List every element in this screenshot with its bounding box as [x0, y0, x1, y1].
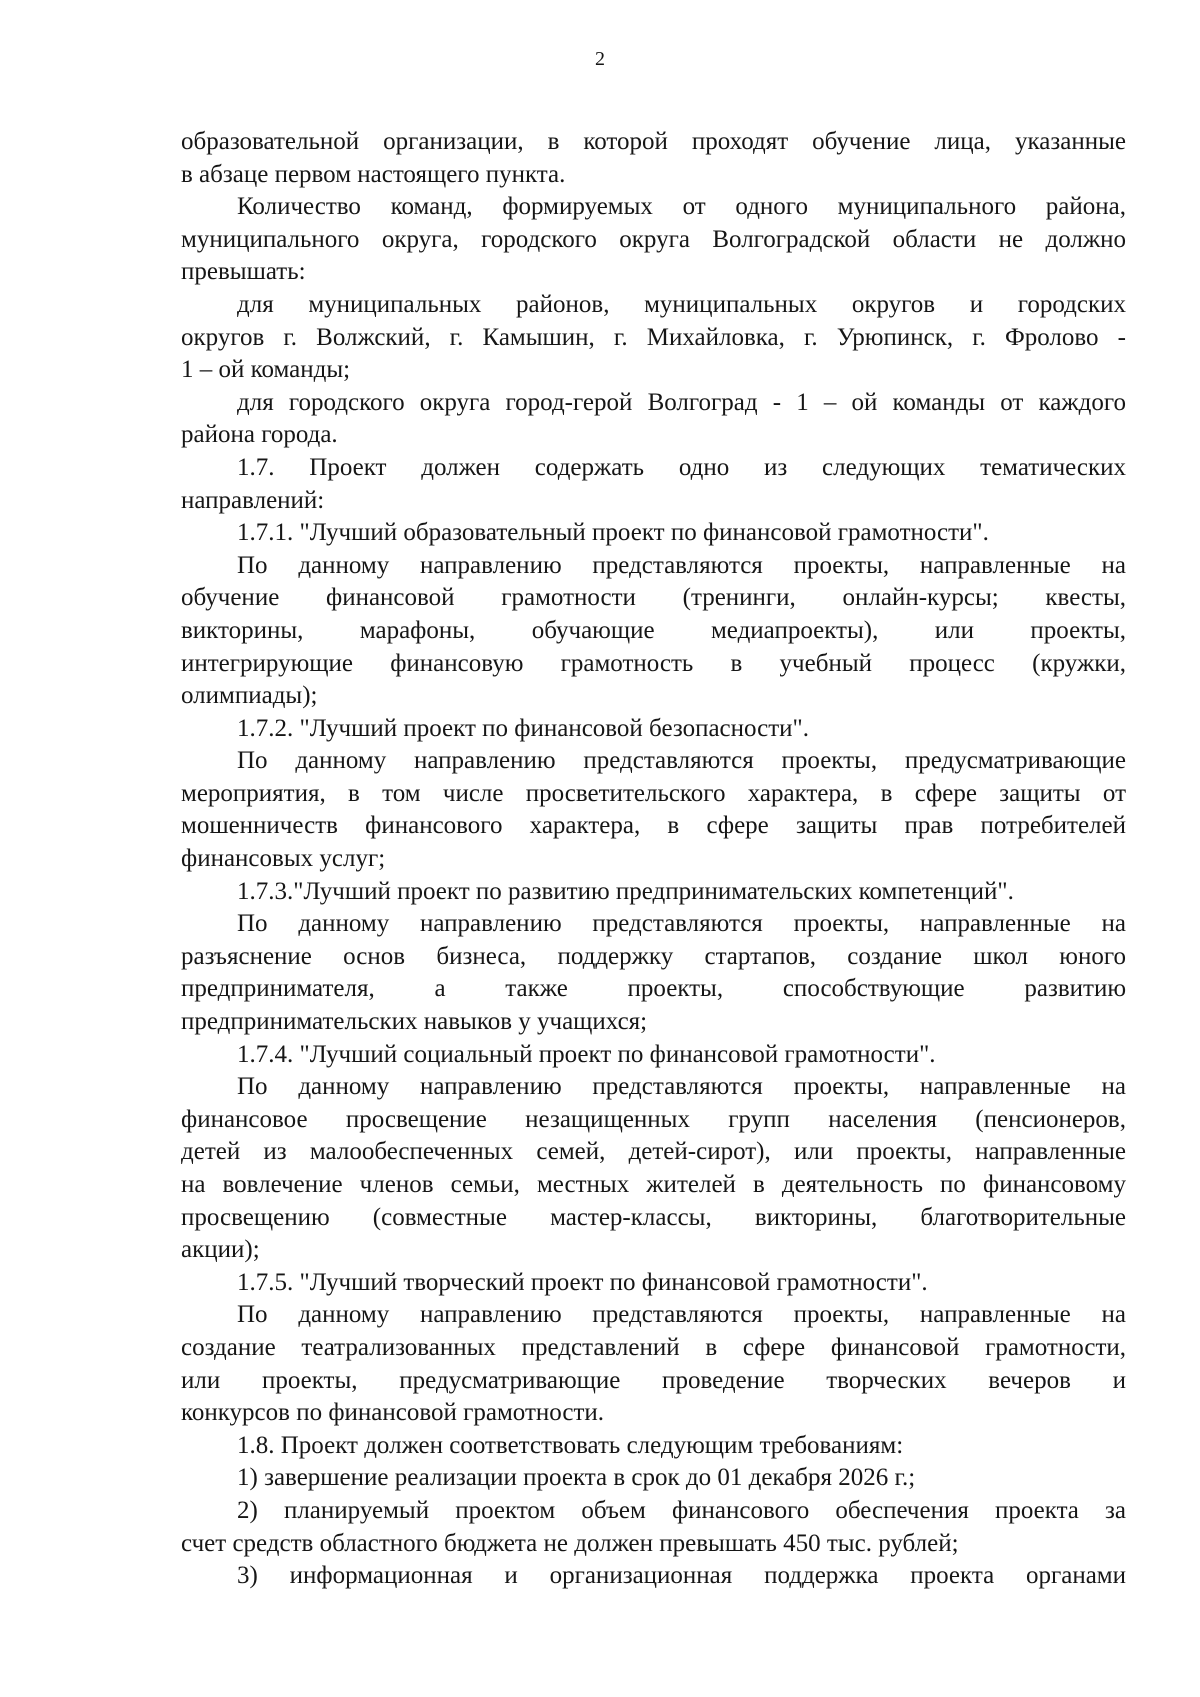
text-line: 1.7.3."Лучший проект по развитию предпринимательских компетенций". [237, 877, 1014, 905]
text-line: разъяснение основ бизнеса, поддержку стартапов, создание школ юного [181, 942, 1126, 970]
text-line: 1.7. Проект должен содержать одно из следующих тематических [237, 453, 1126, 481]
text-line: викторины, марафоны, обучающие медиапроекты), или проекты, [181, 616, 1126, 644]
text-line: для городского округа город-герой Волгоград - 1 – ой команды от каждого [237, 388, 1126, 416]
text-line: для муниципальных районов, муниципальных округов и городских [237, 290, 1126, 318]
text-line: 2) планируемый проектом объем финансового обеспечения проекта за [237, 1496, 1126, 1524]
text-line: финансовое просвещение незащищенных групп населения (пенсионеров, [181, 1105, 1126, 1133]
text-line: 1.7.4. "Лучший социальный проект по финансовой грамотности". [237, 1040, 936, 1068]
text-line: образовательной организации, в которой проходят обучение лица, указанные [181, 128, 1126, 155]
text-line: интегрирующие финансовую грамотность в учебный процесс (кружки, [181, 649, 1126, 677]
text-line: на вовлечение членов семьи, местных жителей в деятельность по финансовому [181, 1171, 1126, 1198]
text-line: мероприятия, в том числе просветительского характера, в сфере защиты от [181, 779, 1126, 807]
text-line: финансовых услуг; [181, 845, 386, 873]
text-line: Количество команд, формируемых от одного муниципального района, [237, 193, 1126, 221]
text-line: обучение финансовой грамотности (тренинги, онлайн-курсы; квесты, [181, 584, 1126, 612]
text-line: олимпиады); [181, 682, 318, 710]
page-number: 2 [595, 48, 605, 70]
text-line: По данному направлению представляются проекты, направленные на [237, 910, 1126, 938]
text-line: детей из малообеспеченных семей, детей-сирот), или проекты, направленные [181, 1138, 1126, 1166]
text-line: направлений: [181, 486, 325, 514]
text-line: предпринимателя, а также проекты, способствующие развитию [181, 975, 1126, 1003]
text-line: предпринимательских навыков у учащихся; [181, 1008, 648, 1036]
text-line: конкурсов по финансовой грамотности. [181, 1399, 605, 1427]
text-line: превышать: [181, 258, 306, 286]
text-line: По данному направлению представляются проекты, направленные на [237, 1073, 1126, 1101]
text-line: По данному направлению представляются проекты, предусматривающие [237, 747, 1126, 775]
text-line: округов г. Волжский, г. Камышин, г. Михайловка, г. Урюпинск, г. Фролово - [181, 323, 1126, 351]
text-line: 1) завершение реализации проекта в срок до 01 декабря 2026 г.; [237, 1464, 916, 1492]
text-line: района города. [181, 421, 338, 449]
text-line: просвещению (совместные мастер-классы, викторины, благотворительные [181, 1203, 1126, 1231]
text-line: 1.8. Проект должен соответствовать следующим требованиям: [237, 1431, 904, 1459]
text-line: муниципального округа, городского округа Волгоградской области не должно [181, 225, 1126, 253]
text-line: 1.7.2. "Лучший проект по финансовой безопасности". [237, 714, 810, 742]
text-line: акции); [181, 1236, 260, 1264]
document-body [181, 126, 1126, 1593]
text-line: 1 – ой команды; [181, 356, 351, 384]
text-line: мошенничеств финансового характера, в сфере защиты прав потребителей [181, 812, 1126, 840]
text-line: 1.7.5. "Лучший творческий проект по финансовой грамотности". [237, 1268, 928, 1296]
text-line: создание театрализованных представлений в сфере финансовой грамотности, [181, 1333, 1126, 1361]
text-line: По данному направлению представляются проекты, направленные на [237, 1301, 1126, 1329]
text-line: или проекты, предусматривающие проведение творческих вечеров и [181, 1366, 1126, 1394]
text-line: 1.7.1. "Лучший образовательный проект по финансовой грамотности". [237, 519, 989, 547]
text-line: 3) информационная и организационная поддержка проекта органами [237, 1562, 1126, 1590]
text-line: По данному направлению представляются проекты, направленные на [237, 551, 1126, 579]
text-line: в абзаце первом настоящего пункта. [181, 160, 566, 188]
text-line: счет средств областного бюджета не должен превышать 450 тыс. рублей; [181, 1529, 959, 1557]
